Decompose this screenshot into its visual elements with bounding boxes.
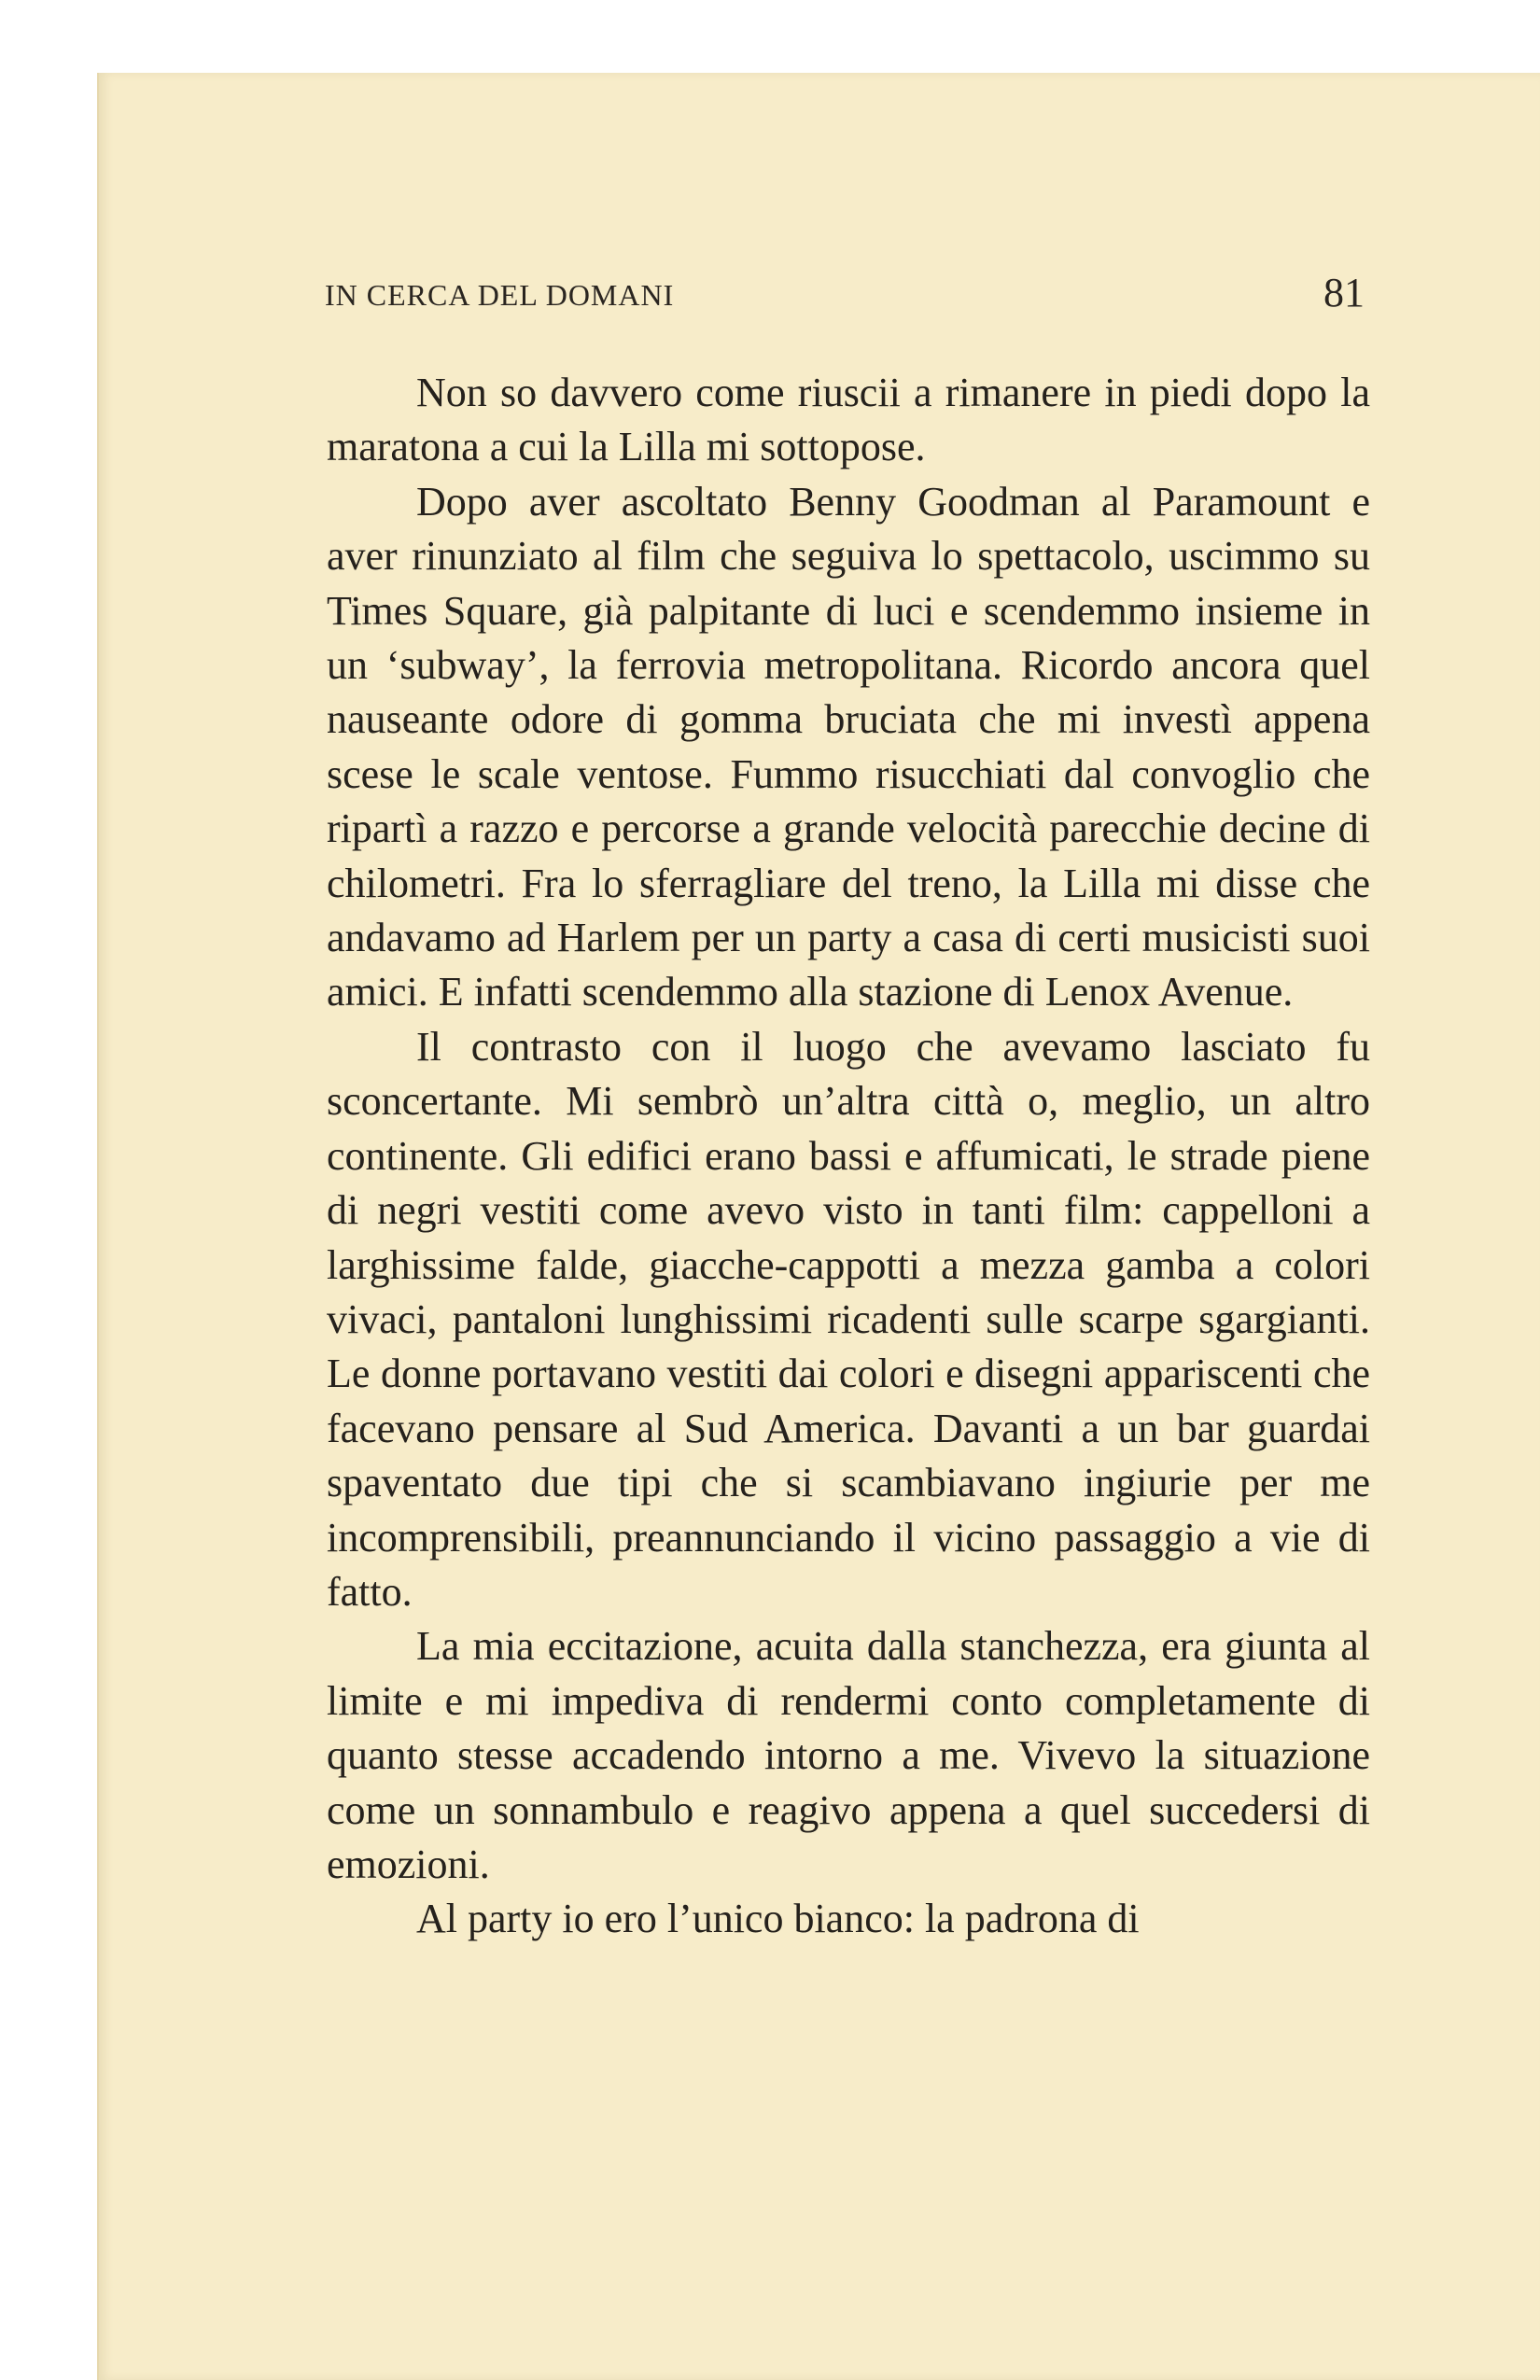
paragraph: Al party io ero l’unico bianco: la padrona di bbox=[416, 1896, 1140, 1942]
page-number: 81 bbox=[1323, 270, 1365, 315]
paragraph: Non so davvero come riuscii a rimanere in piedi dopo la maratona a cui la Lilla mi sottopose. bbox=[327, 370, 1370, 470]
paragraph: La mia eccitazione, acuita dalla stanchezza, era giunta al limite e mi impediva di rendermi conto completamente di quanto stesse accadendo intorno a me. Vivevo la situazione come un sonnambulo e reagivo appena a quel succedersi di emozioni. bbox=[327, 1623, 1370, 1887]
running-title: IN CERCA DEL DOMANI bbox=[325, 278, 675, 312]
body-text bbox=[327, 366, 1370, 1947]
paragraph: Il contrasto con il luogo che avevamo lasciato fu sconcertante. Mi sembrò un’altra città o, meglio, un altro continente. Gli edifici erano bassi e affumicati, le strade piene di negri vestiti come avevo visto in tanti film: cappelloni a larghissime falde, giacche-cappotti a mezza gamba a colori vivaci, pantaloni lunghissimi ricadenti sulle scarpe sgargianti. Le donne portavano vestiti dai colori e disegni appariscenti che facevano pensare al Sud America. Davanti a un bar guardai spaventato due tipi che si scambiavano ingiurie per me incomprensibili, preannunciando il vicino passaggio a vie di fatto. bbox=[327, 1023, 1370, 1615]
running-head bbox=[325, 270, 1365, 319]
paragraph: Dopo aver ascoltato Benny Goodman al Paramount e aver rinunziato al film che seguiva lo spettacolo, uscimmo su Times Square, già palpitante di luci e scendemmo insieme in un ‘subway’, la ferrovia metropolitana. Ricordo ancora quel nauseante odore di gomma bruciata che mi investì appena scese le scale ventose. Fummo risucchiati dal convoglio che ripartì a razzo e percorse a grande velocità parecchie decine di chilometri. Fra lo sferragliare del treno, la Lilla mi disse che andavamo ad Harlem per un party a casa di certi musicisti suoi amici. E infatti scendemmo alla stazione di Lenox Avenue. bbox=[327, 478, 1370, 1015]
